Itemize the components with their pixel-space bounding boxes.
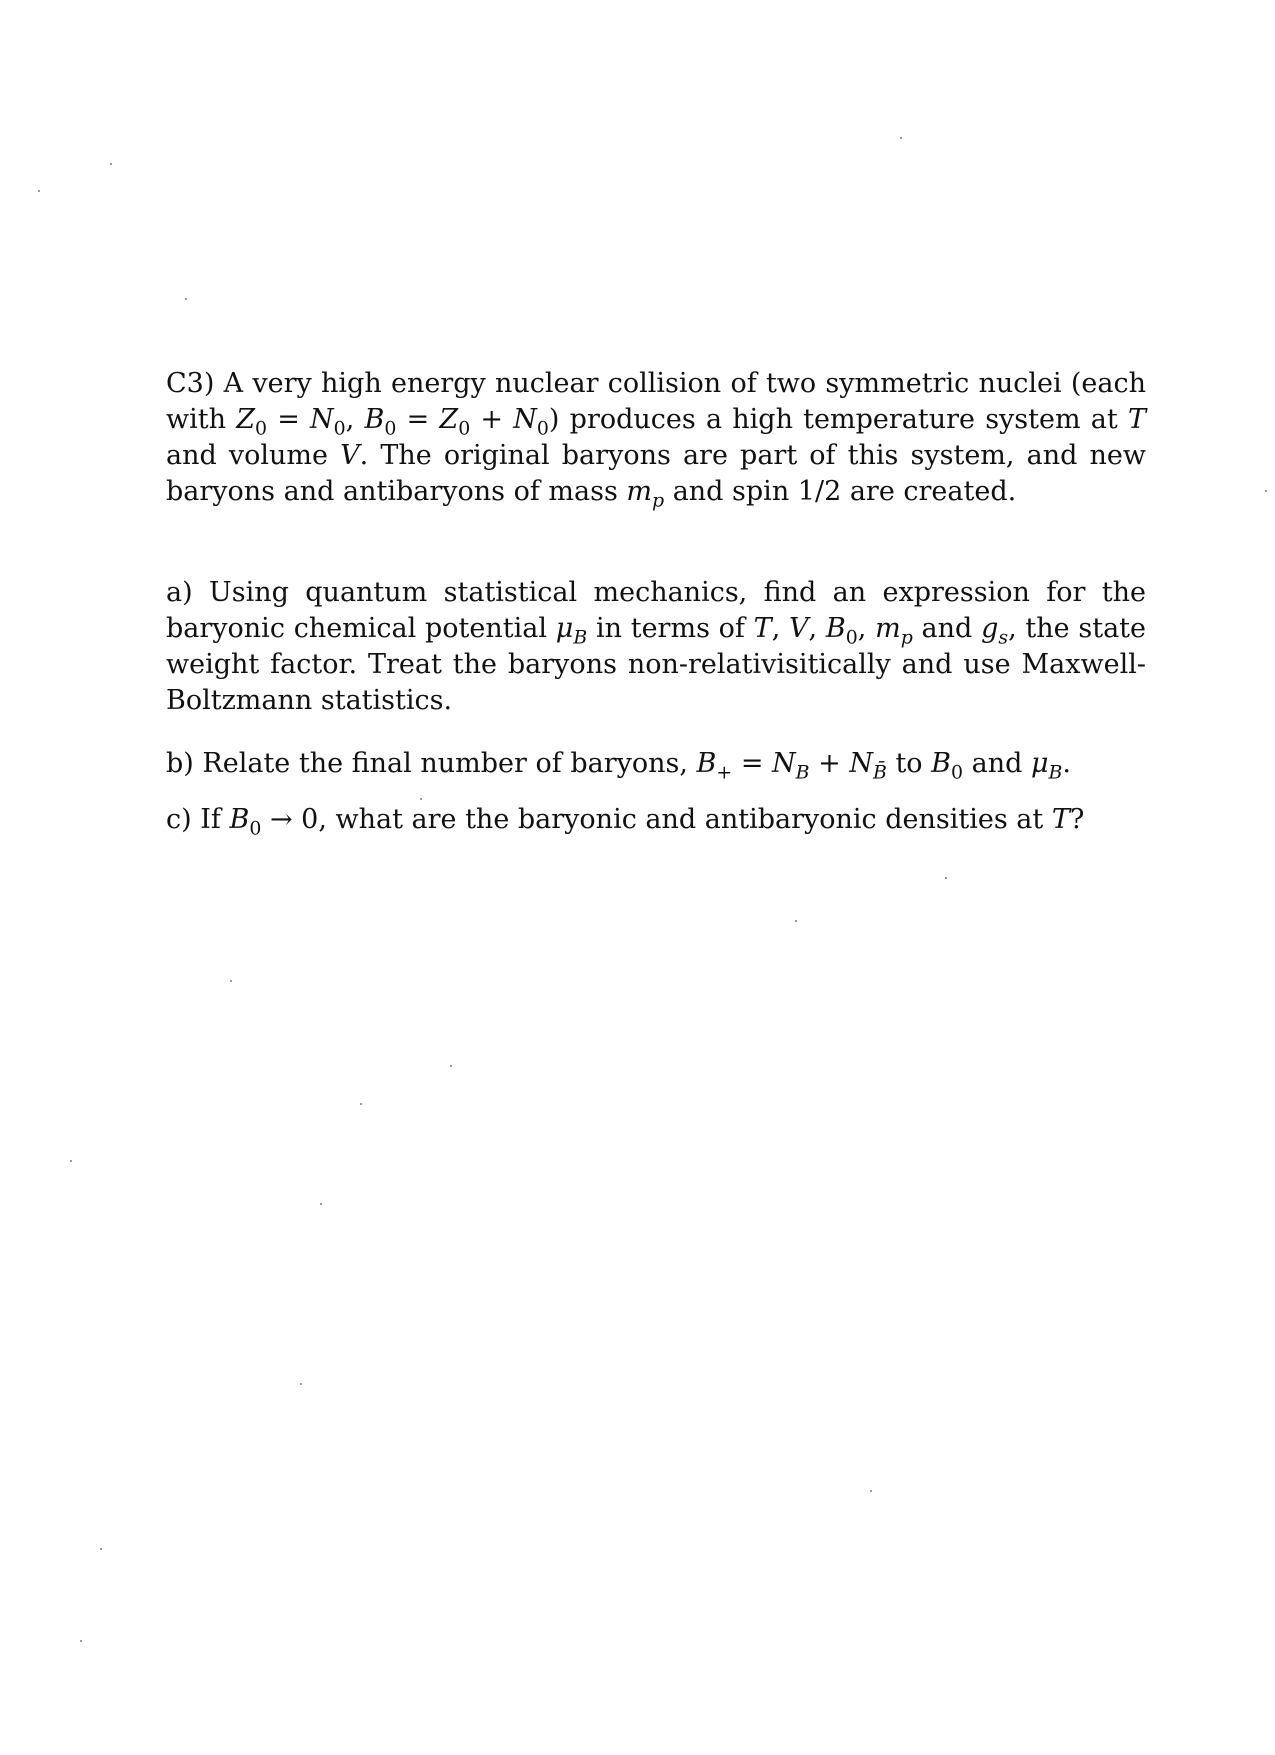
problem-intro: C3) A very high energy nuclear collision of two symmetric nuclei (each with $Z_0 = N_0$, $B_0 = Z_0 + N_0$) produces a high temperature system at T and volume V. The original baryons are part of this system, and new baryons and antibaryons of mass $m_p$ and spin 1/2 are created. bbox=[166, 368, 1146, 512]
scan-speck bbox=[360, 1103, 362, 1105]
scan-speck bbox=[420, 798, 422, 800]
scan-speck bbox=[320, 1203, 322, 1205]
scan-speck bbox=[38, 190, 40, 192]
problem-part-a: a) Using quantum statistical mechanics, find an expression for the baryonic chemical potential $\mu_B$ in terms of T, V, $B_0$, $m_p$ and $g_s$, the state weight factor. Treat the baryons non-relativisitically and use Maxwell-Boltzmann statistics. bbox=[166, 577, 1147, 716]
scan-speck bbox=[110, 163, 112, 165]
scan-speck bbox=[450, 1065, 452, 1067]
scan-speck bbox=[900, 137, 902, 139]
scan-speck bbox=[945, 877, 947, 879]
scan-speck bbox=[1265, 490, 1267, 492]
scan-speck bbox=[870, 1490, 872, 1492]
scan-speck bbox=[185, 298, 187, 300]
problem-part-b: b) Relate the final number of baryons, $B_+ = N_B + N_{B̄}$ to $B_0$ and $\mu_B$. bbox=[166, 748, 1071, 784]
scan-speck bbox=[300, 1383, 302, 1385]
scan-speck bbox=[80, 1640, 82, 1642]
scan-speck bbox=[100, 1548, 102, 1550]
scan-speck bbox=[230, 980, 232, 982]
problem-part-c: c) If $B_0 \to 0$, what are the baryonic and antibaryonic densities at T? bbox=[166, 804, 1085, 840]
scan-speck bbox=[70, 1160, 72, 1162]
scan-speck bbox=[795, 920, 797, 922]
